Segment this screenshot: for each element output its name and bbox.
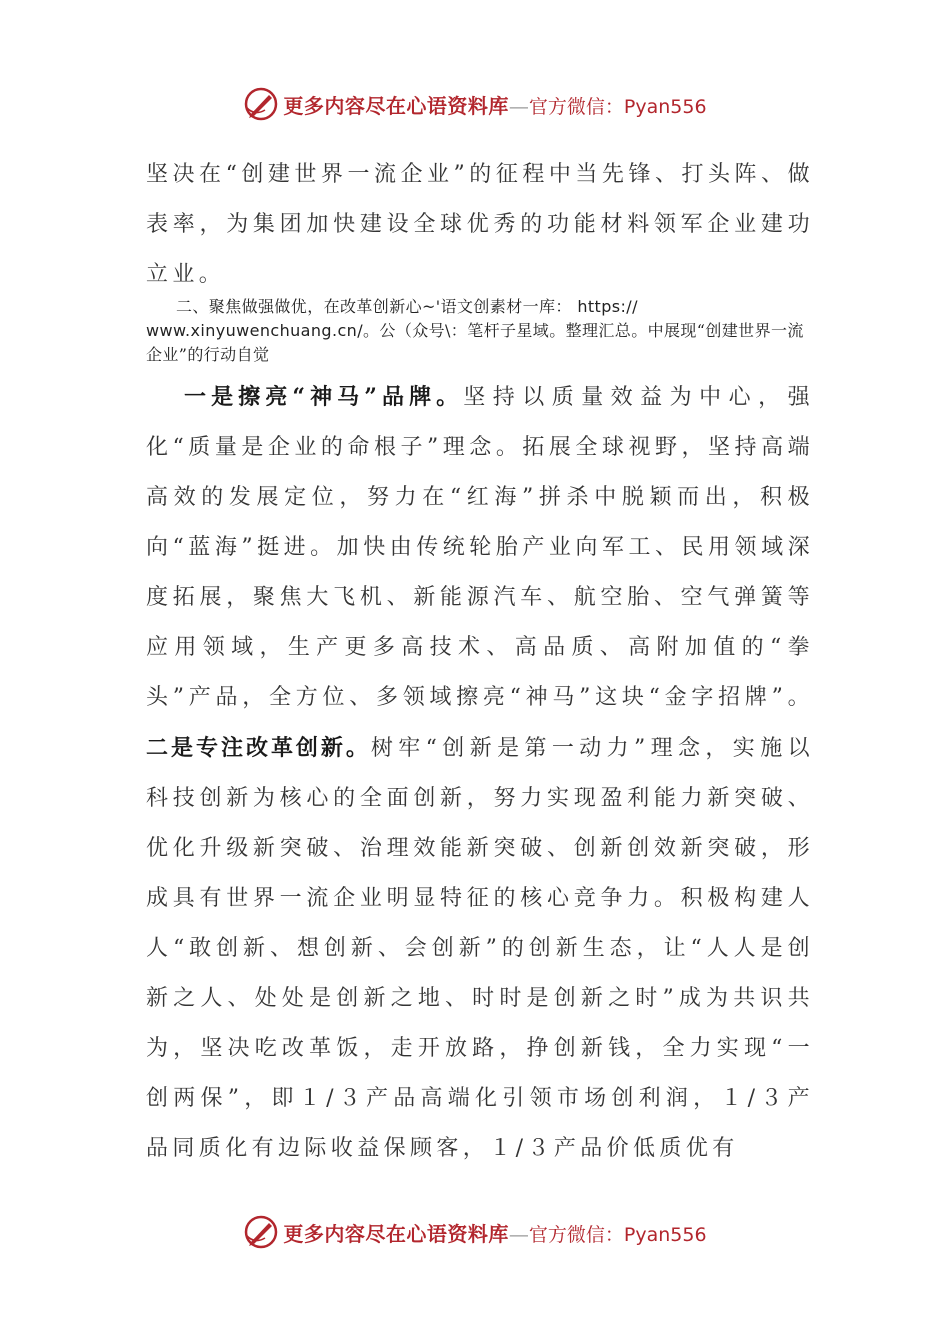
footer-banner-main: 更多内容尽在心语资料库	[283, 1221, 509, 1246]
header-banner	[0, 84, 950, 124]
footer-banner	[0, 1212, 950, 1252]
point-one-text: 坚持以质量效益为中心，强化“质量是企业的命根子”理念。拓展全球视野，坚持高端高效的发展定位，努力在“红海”拼杀中脱颖而出，积极向“蓝海”挺进。加快由传统轮胎产业向军工、民用领域深度拓展，聚焦大飞机、新能源汽车、航空胎、空气弹簧等应用领域，生产更多高技术、高品质、高附加值的“拳头”产品，全方位、多领域擦亮“神马”这块“金字招牌”。	[146, 385, 814, 710]
paragraph-body	[146, 372, 814, 1174]
point-two-text: 树牢“创新是第一动力”理念，实施以科技创新为核心的全面创新，努力实现盈利能力新突破、优化升级新突破、治理效能新突破、创新创效新突破，形成具有世界一流企业明显特征的核心竞争力。积极构建人人“敢创新、想创新、会创新”的创新生态，让“人人是创新之人、处处是创新之地、时时是创新之时”成为共识共为，坚决吃改革饭，走开放路，挣创新钱，全力实现“一创两保”，即１/３产品高端化引领市场创利润，１/３产品同质化有边际收益保顾客，１/３产品价低质优有	[146, 736, 814, 1161]
paragraph-intro: 坚决在“创建世界一流企业”的征程中当先锋、打头阵、做表率，为集团加快建设全球优秀的功能材料领军企业建功立业。	[146, 162, 814, 287]
pen-logo-icon	[243, 86, 279, 122]
footer-banner-wechat: 官方微信：Pyan556	[528, 1223, 707, 1246]
header-banner-text	[283, 90, 706, 119]
header-banner-dash: —	[508, 93, 529, 118]
footer-banner-dash: —	[508, 1221, 529, 1246]
header-banner-wechat: 官方微信：Pyan556	[528, 95, 707, 118]
pen-logo-icon	[243, 1214, 279, 1250]
point-one-title: 一是擦亮“神马”品牌。	[184, 384, 464, 410]
section-heading	[146, 295, 814, 367]
section-heading-url[interactable]: https:// www.xinyuwenchuang.cn/	[146, 297, 638, 340]
header-banner-main: 更多内容尽在心语资料库	[283, 93, 509, 118]
point-two-title: 二是专注改革创新。	[146, 735, 371, 761]
section-heading-prefix: 二、聚焦做强做优，在改革创新心~'语文创素材一库：	[176, 297, 572, 316]
footer-banner-text	[283, 1218, 706, 1247]
section-heading-suffix: 。公（众号\：笔杆子星域。整理汇总。中展现“创建世界一流企业”的行动自觉	[146, 321, 804, 364]
